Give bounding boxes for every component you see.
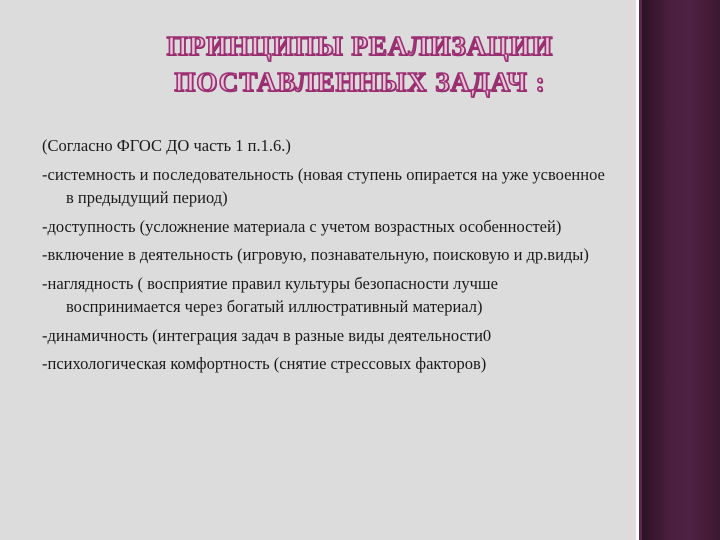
principle-item: -системность и последовательность (новая ступень опирается на уже усвоенное в предыдущий период) bbox=[42, 164, 605, 207]
title-line-1: ПРИНЦИПЫ РЕАЛИЗАЦИИ bbox=[166, 31, 554, 61]
principle-item: -динамичность (интеграция задач в разные виды деятельности0 bbox=[42, 325, 492, 345]
principle-item: -доступность (усложнение материала с учетом возрастных особенностей) bbox=[42, 216, 562, 236]
principle-item: -включение в деятельность (игровую, познавательную, поисковую и др.виды) bbox=[42, 245, 589, 264]
slide-title bbox=[110, 28, 610, 100]
principle-item: -психологическая комфортность (снятие стрессовых факторов) bbox=[42, 354, 487, 373]
decorative-side-panel bbox=[642, 0, 720, 540]
slide-body bbox=[42, 134, 612, 381]
principle-item: -наглядность ( восприятие правил культуры безопасности лучше воспринимается через богатый иллюстративный материал) bbox=[42, 273, 498, 316]
intro-text: (Согласно ФГОС ДО часть 1 п.1.6.) bbox=[42, 136, 291, 155]
title-line-2: ПОСТАВЛЕННЫХ ЗАДАЧ : bbox=[174, 67, 546, 97]
